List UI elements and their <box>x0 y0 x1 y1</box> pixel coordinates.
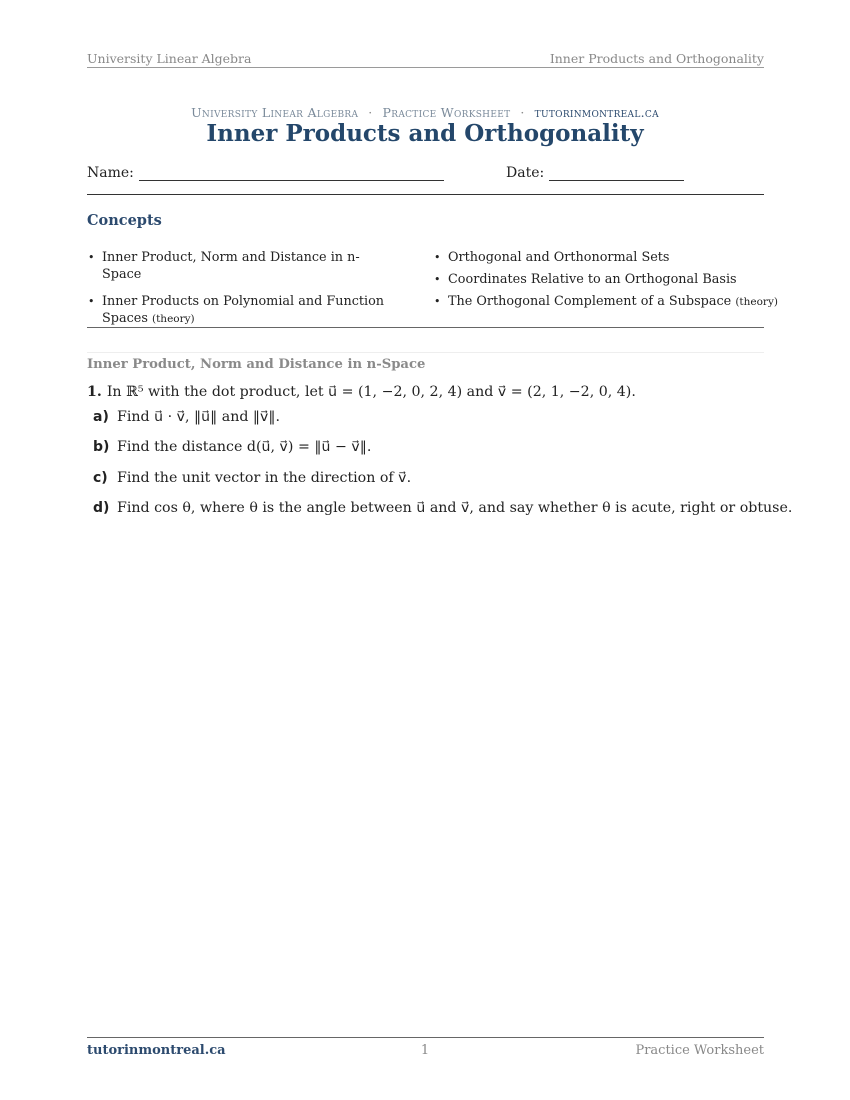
concepts-rule <box>87 327 764 328</box>
date-blank-line <box>549 165 684 181</box>
question-part-c <box>93 470 411 486</box>
footer-site: tutorinmontreal.ca <box>87 1043 226 1058</box>
concepts-list-right <box>434 249 778 316</box>
theory-tag: (theory) <box>735 296 778 308</box>
question-1 <box>87 384 636 400</box>
kicker-separator: · <box>520 105 525 120</box>
header-rule <box>87 67 764 68</box>
concepts-list-left <box>88 249 388 338</box>
section-divider <box>87 352 764 353</box>
kicker-type: Practice Worksheet <box>382 105 511 120</box>
kicker-separator: · <box>368 105 373 120</box>
question-part-a <box>93 409 280 425</box>
concept-item: • Inner Products on Polynomial and Function Spaces (theory) <box>88 293 388 328</box>
part-text: Find cos θ, where θ is the angle between u⃗ and v⃗, and say whether θ is acute, right or obtuse. <box>117 500 793 516</box>
page-title: Inner Products and Orthogonality <box>206 120 644 147</box>
date-label: Date: <box>506 165 545 181</box>
date-field <box>506 165 684 181</box>
part-text: Find u⃗ · v⃗, ‖u⃗‖ and ‖v⃗‖. <box>117 409 281 425</box>
name-blank-line <box>139 165 444 181</box>
theory-tag: (theory) <box>151 313 195 325</box>
name-label: Name: <box>87 165 134 181</box>
part-text: Find the unit vector in the direction of v⃗. <box>117 470 412 486</box>
running-header-right: Inner Products and Orthogonality <box>549 51 764 66</box>
title-kicker <box>0 105 850 120</box>
question-number: 1. <box>87 384 102 400</box>
footer-rule <box>87 1037 764 1038</box>
concepts-heading: Concepts <box>87 212 162 229</box>
part-text: Find the distance d(u⃗, v⃗) = ‖u⃗ − v⃗‖. <box>117 439 372 455</box>
kicker-course: University Linear Algebra <box>191 105 359 120</box>
part-label: a) <box>93 409 109 425</box>
concept-item: • The Orthogonal Complement of a Subspace (theory) <box>434 293 764 311</box>
question-part-b <box>93 439 371 455</box>
part-label: c) <box>93 470 108 486</box>
running-header-left: University Linear Algebra <box>87 51 252 66</box>
running-header <box>87 51 764 67</box>
part-label: d) <box>93 500 110 516</box>
footer-label: Practice Worksheet <box>635 1043 764 1058</box>
page-number: 1 <box>420 1043 430 1058</box>
concept-item: • Orthogonal and Orthonormal Sets <box>434 249 764 266</box>
kicker-site: tutorinmontreal.ca <box>534 105 659 120</box>
section-heading: Inner Product, Norm and Distance in n-Space <box>87 357 426 372</box>
question-stem: In ℝ⁵ with the dot product, let u⃗ = (1, −2, 0, 2, 4) and v⃗ = (2, 1, −2, 0, 4). <box>106 384 636 400</box>
part-label: b) <box>93 439 110 455</box>
concept-item: • Coordinates Relative to an Orthogonal Basis <box>434 271 764 288</box>
name-field <box>87 165 444 181</box>
name-date-rule <box>87 194 764 195</box>
concept-item: • Inner Product, Norm and Distance in n-Space <box>88 249 388 283</box>
question-part-d <box>93 500 792 516</box>
